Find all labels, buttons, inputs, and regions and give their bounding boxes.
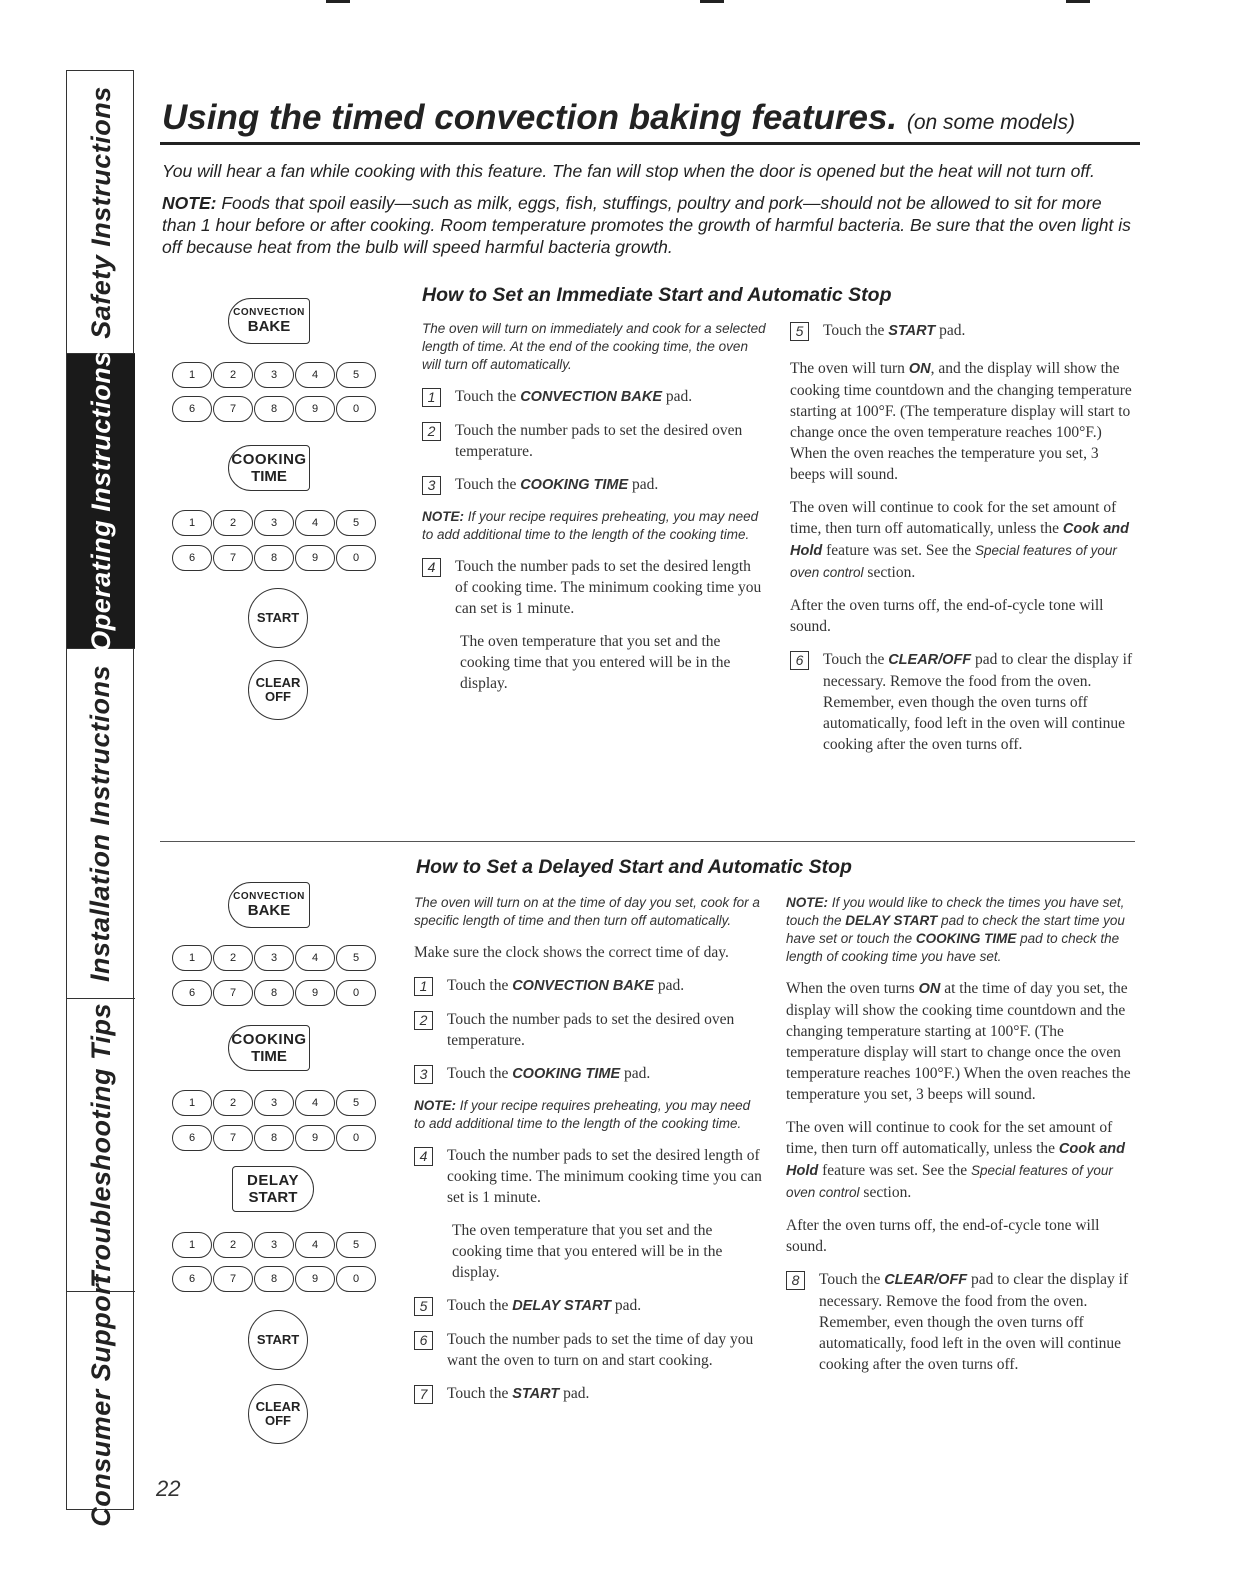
number-pads-row: 1 2 3 4 5 [172,510,376,536]
clear-off-pad: CLEAR OFF [248,1384,308,1444]
delay-start-pad: DELAY START [232,1166,314,1212]
convection-bake-pad: CONVECTION BAKE [228,882,310,928]
start-pad: START [248,1310,308,1370]
convection-bake-pad: CONVECTION BAKE [228,298,310,344]
section-divider [160,841,1135,842]
tab-troubleshooting-tips[interactable]: Troubleshooting Tips [67,999,135,1292]
number-pads-row: 6 7 8 9 0 [172,396,376,422]
scan-mark [700,0,724,3]
section-tabs [66,70,134,1527]
number-pads-row: 6 7 8 9 0 [172,980,376,1006]
immediate-column-right: 5 Touch the START pad. The oven will turn ON, and the display will show the cooking time countdown and the changing temperature starting at 100°F. (The temperature display will start to change once the oven temperature reaches 100°F.) When the oven reaches the temperature you set, 3 beeps will sound. The oven will continue to cook for the set amount of time, then turn off automatically, unless the Cook and Hold feature was set. See the Special features of your oven control section. After the oven turns off, the end-of-cycle tone will sound. 6 Touch the CLEAR/OFF pad to clear the display if necessary. Remove the food from the oven. Remember, even though the oven turns off automatically, food left in the oven will continue cooking after the oven turns off. [790,322,1133,753]
start-pad: START [248,588,308,648]
title-rule [160,142,1140,145]
page-number: 22 [156,1476,181,1501]
page-title: Using the timed convection baking features. (on some models) [162,98,1075,137]
number-pads-row: 1 2 3 4 5 [172,362,376,388]
number-pads-row: 1 2 3 4 5 [172,1232,376,1258]
number-pads-row: 6 7 8 9 0 [172,545,376,571]
number-pads-row: 1 2 3 4 5 [172,1090,376,1116]
immediate-column-left: The oven will turn on immediately and cook for a selected length of time. At the end of the cooking time, the oven will turn off automatically. 1 Touch the CONVECTION BAKE pad. 2 Touch the number pads to set the desired oven temperature. 3 Touch the COOKING TIME pad. NOTE: If your recipe requires preheating, you may need to add additional time to the length of the cooking time. 4 Touch the number pads to set the desired length of cooking time. The minimum cooking time you can set is 1 minute. The oven temperature that you set and the cooking time that you entered will be in the display. [422,321,766,692]
tab-consumer-support[interactable]: Consumer Support [85,1274,116,1527]
delayed-column-right: NOTE: If you would like to check the times you have set, touch the DELAY START pad to check the start time you have set or touch the COOKING TIME pad to check the length of cooking time you have set. When the oven turns ON at the time of day you set, the display will show the cooking time countdown and the changing temperature starting at 100°F. (The temperature display will start to change once the oven temperature reaches 100°F.) When the oven reaches the temperature you set, 3 beeps will sound. The oven will continue to cook for the set amount of time, then turn off automatically, unless the Cook and Hold feature was set. See the Special features of your oven control section. After the oven turns off, the end-of-cycle tone will sound. 8 Touch the CLEAR/OFF pad to clear the display if necessary. Remove the food from the oven. Remember, even though the oven turns off automatically, food left in the oven will continue cooking after the oven turns off. [786,895,1131,1373]
number-pads-row: 6 7 8 9 0 [172,1125,376,1151]
clear-off-pad: CLEAR OFF [248,660,308,720]
tab-installation-instructions[interactable]: Installation Instructions [67,649,135,999]
scan-mark [1066,0,1090,3]
section-heading-immediate: How to Set an Immediate Start and Automatic Stop [422,284,892,306]
tab-safety-instructions[interactable]: Safety Instructions [67,71,135,354]
number-pads-row: 6 7 8 9 0 [172,1266,376,1292]
delayed-column-left: The oven will turn on at the time of day you set, cook for a specific length of time and then turn off automatically. Make sure the clock shows the correct time of day. 1 Touch the CONVECTION BAKE pad. 2 Touch the number pads to set the desired oven temperature. 3 Touch the COOKING TIME pad. NOTE: If your recipe requires preheating, you may need to add additional time to the length of the cooking time. 4 Touch the number pads to set the desired length of cooking time. The minimum cooking time you can set is 1 minute. The oven temperature that you set and the cooking time that you entered will be in the display. 5 Touch the DELAY START pad. 6 Touch the number pads to set the time of day you want the oven to turn on and start cooking. 7 Touch the START pad. [414,895,762,1402]
intro: You will hear a fan while cooking with this feature. The fan will stop when the door is opened but the heat will not turn off. NOTE: Foods that spoil easily—such as milk, eggs, fish, stuffings, poultry and pork—should not be allowed to sit for more than 1 hour before or after cooking. Room temperature promotes the growth of harmful bacteria. Be sure that the oven light is off because heat from the bulb will speed harmful bacteria growth. [162,161,1131,257]
number-pads-row: 1 2 3 4 5 [172,945,376,971]
cooking-time-pad: COOKING TIME [228,445,310,491]
cooking-time-pad: COOKING TIME [228,1025,310,1071]
scan-mark [326,0,350,3]
tab-operating-instructions[interactable]: Operating Instructions [67,354,135,649]
section-heading-delayed: How to Set a Delayed Start and Automatic Stop [416,856,852,878]
